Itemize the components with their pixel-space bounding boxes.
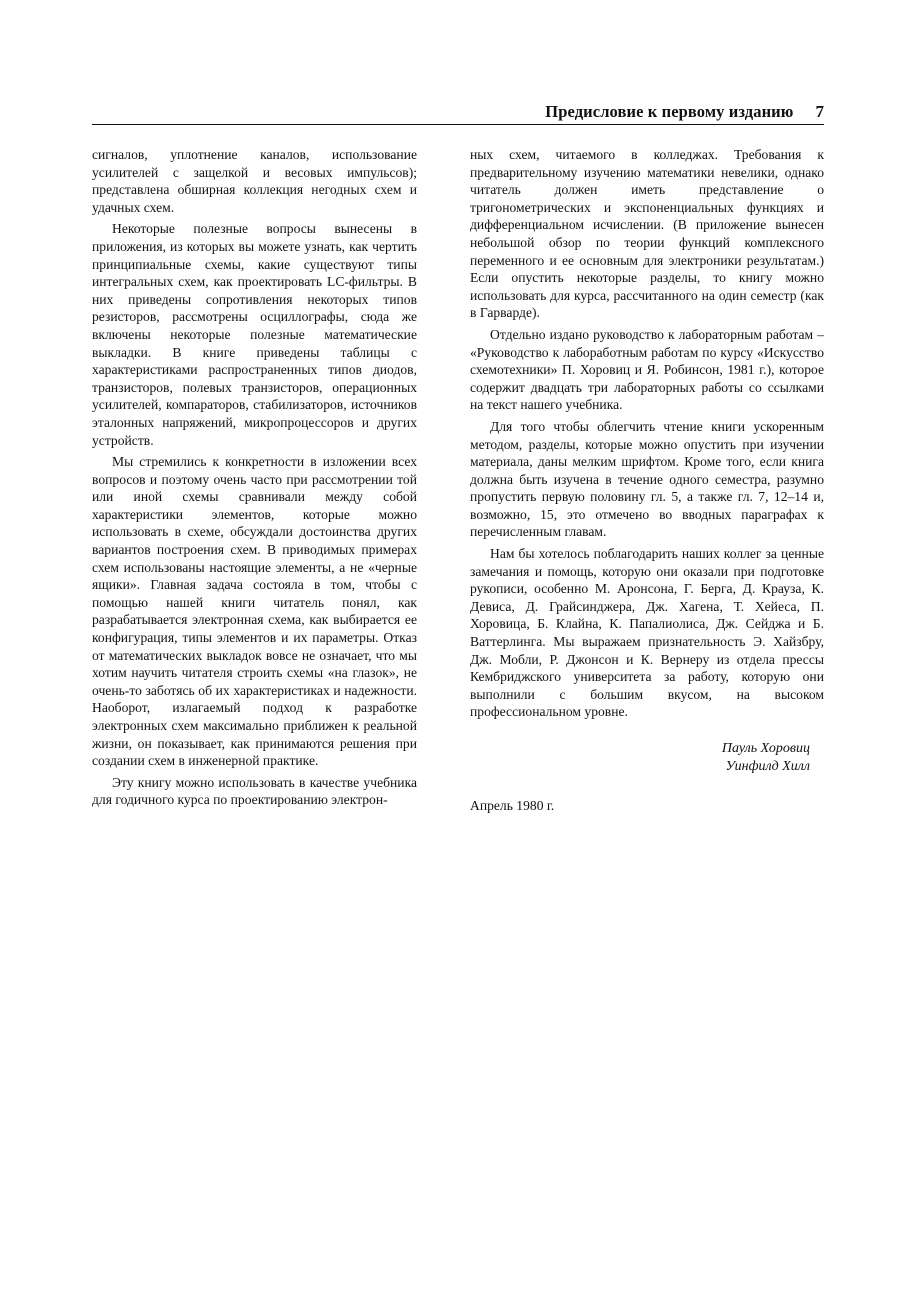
author-name: Уинфилд Хилл [725, 758, 810, 774]
left-column [92, 146, 417, 809]
preface-date: Апрель 1980 г. [470, 798, 555, 814]
right-column [470, 146, 824, 815]
running-head-title: Предисловие к первому изданию [545, 102, 794, 121]
signature-block [470, 740, 824, 775]
author-name: Пауль Хоровиц [721, 741, 810, 756]
paragraph: Мы стремились к конкретности в изложении всех вопросов и поэтому очень часто при рассмотрении той или иной схемы сравнивали между собой характеристики элементов, которые можно использовать в схеме, обсуждали достоинства других вариантов построения схем. В приводимых примерах схем использованы настоящие элементы, а не «черные ящики». Главная задача состояла в том, чтобы с помощью нашей книги читатель понял, как разрабатывается электронная схема, как выбирается ее конфигурация, типы элементов и их параметры. Отказ от математических выкладок вовсе не означает, что мы хотим научить читателя строить схемы «на глазок», не очень-то заботясь об их характеристиках и надежности. Наоборот, излагаемый подход к разработке электронных схем максимально приближен к реальной жизни, он показывает, как принимаются решения при создании схем в инженерной практике. [92, 454, 417, 769]
paragraph: Некоторые полезные вопросы вынесены в приложения, из которых вы можете узнать, как чертить принципиальные схемы, какие существуют типы интегральных схем, как проектировать LC-фильтры. В них приведены сопротивления некоторых типов резисторов, рассмотрены осциллографы, сюда же включены некоторые полезные математические выкладки. В книге приведены таблицы с характеристиками распространенных типов диодов, транзисторов, полевых транзисторов, операционных усилителей, компараторов, стабилизаторов, источников эталонных напряжений, микропроцессоров и других устройств. [92, 221, 417, 448]
running-head [92, 98, 824, 125]
paragraph: Нам бы хотелось поблагодарить наших коллег за ценные замечания и помощь, которую они оказали при подготовке рукописи, особенно М. Аронсона, Г. Берга, Д. Крауза, К. Девиса, Д. Грайсинджера, Дж. Хагена, Т. Хейеса, П. Хоровица, Б. Клайна, К. Папалиолиса, Дж. Сейджа и Б. Ваттерлинга. Мы выражаем признательность Э. Хайзбру, Дж. Мобли, Р. Джонсон и К. Вернеру из отдела прессы Кембриджского университета за работу, которую они выполнили с большим вкусом, на высоком профессиональном уровне. [470, 546, 824, 720]
paragraph: Отдельно издано руководство к лабораторным работам – «Руководство к лаборабoтным работам по курсу «Искусство схемотехники» П. Хоровиц и Я. Робинсон, 1981 г.), которое содержит двадцать три лабораторных работы со ссылками на текст нашего учебника. [470, 326, 824, 413]
paragraph: ных схем, читаемого в колледжах. Требования к предварительному изучению математики невелики, однако читатель должен иметь представление о тригонометрических и экспоненциальных функциях и дифференциальном исчислении. (В приложение вынесен небольшой обзор по теории функций комплексного переменного и ее основным для электроники результатам.) Если опустить некоторые разделы, то книгу можно использовать для курса, рассчитанного на один семестр (как в Гарварде). [470, 147, 824, 321]
page-number: 7 [815, 102, 824, 121]
paragraph: Эту книгу можно использовать в качестве учебника для годичного курса по проектированию электрон- [92, 774, 417, 808]
paragraph: сигналов, уплотнение каналов, использование усилителей с защелкой и весовых импульсов); представлена обширная коллекция негодных схем и удачных схем. [92, 147, 417, 215]
paragraph: Для того чтобы облегчить чтение книги ускоренным методом, разделы, которые можно опустить при изучении материала, даны мелким шрифтом. Кроме того, если книга должна быть изучена в течение одного семестра, разумно пропустить первую половину гл. 5, а также гл. 7, 12–14 и, возможно, 15, это отмечено во вводных параграфах к перечисленным главам. [470, 418, 824, 540]
